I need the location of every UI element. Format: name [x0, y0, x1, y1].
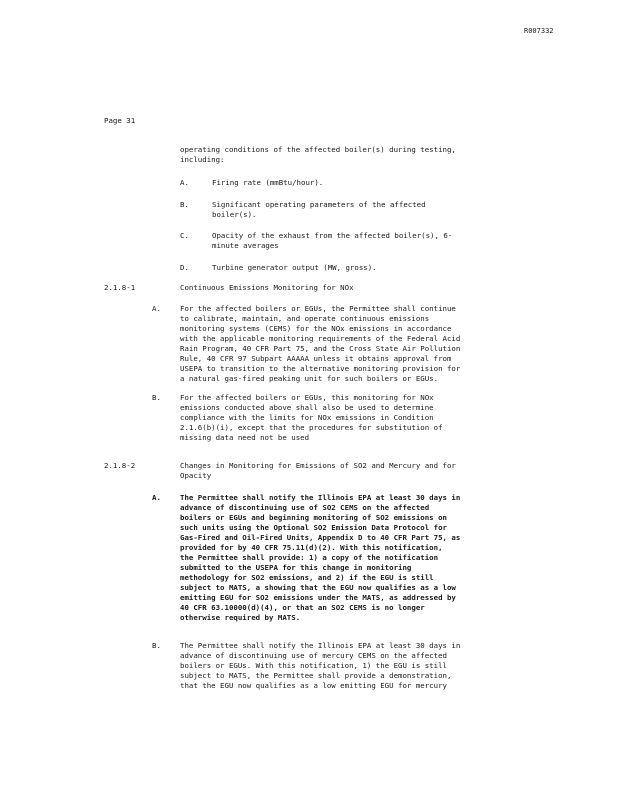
item-line: boiler(s).	[212, 210, 257, 219]
intro-paragraph	[180, 145, 540, 165]
item-letter: B.	[152, 641, 161, 650]
item-letter: B.	[180, 200, 189, 209]
item-line: otherwise required by MATS.	[180, 613, 301, 622]
item-line: subject to MATS, a showing that the EGU now qualifies as a low	[180, 583, 456, 592]
item-line: the Permittee shall provide: 1) a copy of the notification	[180, 553, 439, 562]
item-line: advance of discontinuing use of mercury CEMS on the affected	[180, 651, 447, 660]
item-line: Significant operating parameters of the affected	[212, 200, 426, 209]
item-line: provided for by 40 CFR 75.11(d)(2). With this notification,	[180, 543, 443, 552]
item-line: submitted to the USEPA for this change in monitoring	[180, 563, 412, 572]
section-number: 2.1.8-1	[104, 283, 136, 292]
item-line: The Permittee shall notify the Illinois EPA at least 30 days in	[180, 641, 461, 650]
item-letter: C.	[180, 231, 189, 240]
item-line: Gas-Fired and Oil-Fired Units, Appendix D to 40 CFR Part 75, as	[180, 533, 461, 542]
item-line: that the EGU now qualifies as a low emitting EGU for mercury	[180, 681, 447, 690]
item-line: methodology for SO2 emissions, and 2) if the EGU is still	[180, 573, 434, 582]
item-line: emissions conducted above shall also be used to determine	[180, 403, 434, 412]
item-letter: D.	[180, 263, 189, 272]
item-line: 2.1.6(b)(i), except that the procedures for substitution of	[180, 423, 443, 432]
item-line: USEPA to transition to the alternative monitoring provision for	[180, 364, 461, 373]
item-line: a natural gas-fired peaking unit for such boilers or EGUs.	[180, 374, 439, 383]
page-number: Page 31	[104, 116, 136, 125]
item-line: boilers or EGUs. With this notification, 1) the EGU is still	[180, 661, 447, 670]
item-letter: A.	[152, 493, 161, 502]
section-title: Changes in Monitoring for Emissions of SO2 and Mercury and for Opacity	[180, 461, 456, 480]
item-line: The Permittee shall notify the Illinois EPA at least 30 days in	[180, 493, 461, 502]
item-line: advance of discontinuing use of SO2 CEMS on the affected	[180, 503, 430, 512]
item-line: For the affected boilers or EGUs, the Permittee shall continue	[180, 304, 456, 313]
item-line: missing data need not be used	[180, 433, 310, 442]
item-line: Turbine generator output (MW, gross).	[212, 263, 377, 272]
item-line: Firing rate (mmBtu/hour).	[212, 178, 324, 187]
item-letter: A.	[180, 178, 189, 187]
item-letter: B.	[152, 393, 161, 402]
item-line: 40 CFR 63.10000(d)(4), or that an SO2 CEMS is no longer	[180, 603, 425, 612]
section-title: Continuous Emissions Monitoring for NOx	[180, 283, 354, 292]
item-line: For the affected boilers or EGUs, this monitoring for NOx	[180, 393, 434, 402]
item-line: boilers or EGUs and beginning monitoring of SO2 emissions on	[180, 513, 447, 522]
item-line: Rule, 40 CFR 97 Subpart AAAAA unless it obtains approval from	[180, 354, 452, 363]
item-line: compliance with the limits for NOx emissions in Condition	[180, 413, 434, 422]
intro-line: including:	[180, 155, 225, 164]
item-line: Opacity of the exhaust from the affected boiler(s), 6-	[212, 231, 453, 240]
item-line: minute averages	[212, 241, 279, 250]
intro-line: operating conditions of the affected boiler(s) during testing,	[180, 145, 456, 154]
item-line: Rain Program, 40 CFR Part 75, and the Cross State Air Pollution	[180, 344, 461, 353]
item-line: monitoring systems (CEMS) for the NOx emissions in accordance	[180, 324, 452, 333]
item-line: emitting EGU for SO2 emissions under the MATS, as addressed by	[180, 593, 456, 602]
section-number: 2.1.8-2	[104, 461, 136, 470]
item-line: subject to MATS, the Permittee shall provide a demonstration,	[180, 671, 452, 680]
item-line: to calibrate, maintain, and operate continuous emissions	[180, 314, 430, 323]
item-letter: A.	[152, 304, 161, 313]
document-id: R007332	[524, 27, 554, 35]
item-line: such units using the Optional SO2 Emission Data Protocol for	[180, 523, 447, 532]
item-line: with the applicable monitoring requirements of the Federal Acid	[180, 334, 461, 343]
